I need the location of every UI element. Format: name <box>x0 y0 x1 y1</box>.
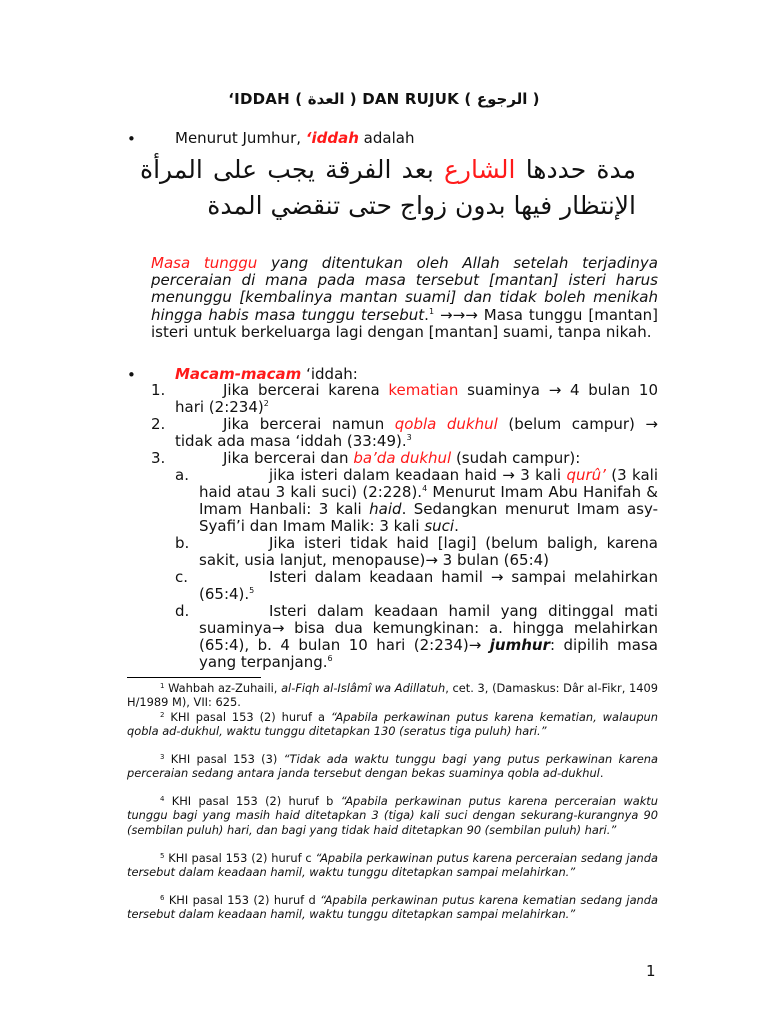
sub-a-letter: a. <box>175 466 189 484</box>
item-3-text-a: Jika bercerai dan <box>223 449 354 467</box>
footnote-separator <box>127 677 261 678</box>
footnote-3-number: 3 <box>160 753 165 761</box>
sub-a-text-b: (3 kali haid atau 3 kali suci) (2:228). <box>199 466 659 501</box>
footnote-ref-3: 3 <box>406 433 412 442</box>
footnote-5 <box>127 851 658 880</box>
item-2-red: qobla dukhul <box>394 415 498 433</box>
sub-c-text <box>199 569 658 603</box>
footnote-5-number: 5 <box>160 852 165 860</box>
footnote-ref-2: 2 <box>263 399 269 408</box>
footnote-5-text-a: KHI pasal 153 (2) huruf c <box>164 851 316 865</box>
item-1-red: kematian <box>388 381 459 399</box>
translation-paragraph <box>151 255 658 341</box>
translation-arrows: →→→ <box>434 305 484 324</box>
page-title: ‘IDDAH ( العدة ) DAN RUJUK ( الرجوع ) <box>228 90 540 108</box>
item-2-number: 2. <box>151 415 166 433</box>
intro-prefix: Menurut Jumhur, <box>175 129 306 147</box>
item-3-red: ba’da dukhul <box>353 449 452 467</box>
item-2-text <box>175 416 658 450</box>
footnote-2-number: 2 <box>160 711 165 719</box>
sub-b-text: Jika isteri tidak haid [lagi] (belum baligh, karena sakit, usia lanjut, menopause)→ 3 bulan (65:4) <box>199 534 658 569</box>
footnote-ref-4: 4 <box>422 484 428 493</box>
footnote-4-text-a: KHI pasal 153 (2) huruf b <box>164 794 341 808</box>
footnote-6 <box>127 893 658 922</box>
footnote-ref-5: 5 <box>249 586 255 595</box>
footnote-2-italic: “Apabila perkawinan putus karena kematian, walaupun qobla ad-dukhul, waktu tunggu ditetapkan 130 (seratus tiga puluh) hari.” <box>127 710 658 739</box>
sub-c-text-main: Isteri dalam keadaan hamil → sampai melahirkan (65:4). <box>199 568 658 603</box>
footnote-6-text-a: KHI pasal 153 (2) huruf d <box>164 893 321 907</box>
footnote-6-italic: “Apabila perkawinan putus karena kematian sedang janda tersebut dalam keadaan hamil, waktu tunggu ditetapkan sampai melahirkan.” <box>127 893 658 922</box>
iddah-term: ‘iddah <box>305 129 359 147</box>
sub-d-letter: d. <box>175 602 190 620</box>
sub-a-suci: suci <box>424 517 455 535</box>
item-1-text-a: Jika bercerai karena <box>223 381 389 399</box>
sub-a-text-e: . <box>454 517 459 535</box>
translation-period: . <box>424 305 429 324</box>
intro-line <box>175 130 414 147</box>
page-number: 1 <box>646 962 656 980</box>
sub-a-haid: haid <box>369 500 402 518</box>
sub-c-letter: c. <box>175 568 189 586</box>
item-2-text-a: Jika bercerai namun <box>223 415 395 433</box>
bullet-icon: • <box>127 366 136 384</box>
sub-a-text-d: . Sedangkan menurut Imam asy-Syafi’i dan Imam Malik: 3 kali <box>199 500 658 535</box>
footnote-3-text-a: KHI pasal 153 (3) <box>164 752 284 766</box>
footnote-3-italic: “Tidak ada waktu tunggu bagi yang putus perkawinan karena perceraian sedang antara janda tersebut dengan bekas suaminya qobla ad-dukhul <box>127 752 659 781</box>
translation-red-phrase: Masa tunggu <box>151 254 258 272</box>
item-3-number: 3. <box>151 449 166 467</box>
sub-d-text <box>199 603 658 671</box>
sub-a-text-a: jika isteri dalam keadaan haid → 3 kali <box>269 466 567 484</box>
footnote-1 <box>127 681 658 710</box>
sub-d-text-a: Isteri dalam keadaan hamil yang ditinggal mati suaminya→ bisa dua kemungkinan: a. hingga melahirkan (65:4), b. 4 bulan 10 hari (2:234)→ <box>199 602 658 654</box>
footnote-3-text-b: . <box>599 766 604 781</box>
footnote-1-text-b: , cet. 3, (Damaskus: Dâr al-Fikr, 1409 H/1989 M), VII: 625. <box>127 681 659 710</box>
footnote-5-italic: “Apabila perkawinan putus karena perceraian sedang janda tersebut dalam keadaan hamil, waktu tunggu ditetapkan sampai melahirkan.” <box>127 851 658 880</box>
footnote-6-number: 6 <box>160 894 165 902</box>
sub-a-red: qurû’ <box>566 466 606 484</box>
footnote-4 <box>127 794 658 837</box>
footnote-4-italic: “Apabila perkawinan putus karena perceraian waktu tunggu bagi yang masih haid ditetapkan 3 (tiga) kali suci dengan sekurang-kurangnya 90 (sembilan puluh) hari, dan bagi yang tidak haid ditetapkan 90 (sembilan puluh) hari.” <box>127 794 658 837</box>
item-2-text-b: (belum campur) → tidak ada masa ‘iddah (33:49). <box>175 415 658 450</box>
arabic-part-1: مدة حددها <box>515 155 637 184</box>
sub-a-text <box>199 467 658 535</box>
arabic-part-2: بعد الفرقة يجب على المرأة الإنتظار فيها بدون زواج حتى تنقضي المدة <box>140 155 636 220</box>
footnote-ref-6: 6 <box>327 654 333 663</box>
intro-suffix: adalah <box>358 129 415 147</box>
sub-a-text-c: Menurut Imam Abu Hanifah & Imam Hanbali: 3 kali <box>199 483 658 518</box>
footnote-1-italic: al-Fiqh al-Islâmî wa Adillatuh <box>281 681 446 695</box>
arabic-red-word: الشارع <box>444 155 516 184</box>
footnote-ref-1: 1 <box>428 306 435 316</box>
sub-d-jumhur: jumhur <box>489 636 550 654</box>
translation-rest: Masa tunggu [mantan] isteri untuk berkeluarga lagi dengan [mantan] suami, tanpa nikah. <box>151 305 658 341</box>
bullet-icon: • <box>127 130 136 148</box>
footnote-1-text-a: Wahbah az-Zuhaili, <box>164 681 282 695</box>
footnote-1-number: 1 <box>160 682 165 690</box>
item-1-text-b: suaminya → 4 bulan 10 hari (2:234) <box>175 381 658 416</box>
types-heading-red: Macam-macam <box>175 365 302 383</box>
footnote-2-text-a: KHI pasal 153 (2) huruf a <box>164 710 331 724</box>
sub-b-letter: b. <box>175 534 190 552</box>
translation-italic-text: yang ditentukan oleh Allah setelah terjadinya perceraian di mana pada masa tersebut [mantan] isteri harus menunggu [kembalinya mantan suami] dan tidak boleh menikah hingga habis masa tunggu tersebut <box>151 254 658 324</box>
footnote-3 <box>127 752 658 781</box>
arabic-definition <box>140 152 636 224</box>
item-1-text <box>175 382 658 416</box>
footnote-2 <box>127 710 658 739</box>
sub-d-text-b: : dipilih masa yang terpanjang. <box>199 636 658 671</box>
item-1-number: 1. <box>151 381 166 399</box>
footnote-4-number: 4 <box>160 795 165 803</box>
item-3-text-b: (sudah campur): <box>451 449 581 467</box>
types-heading-rest: ‘iddah: <box>301 365 358 383</box>
item-3-text <box>175 450 658 467</box>
